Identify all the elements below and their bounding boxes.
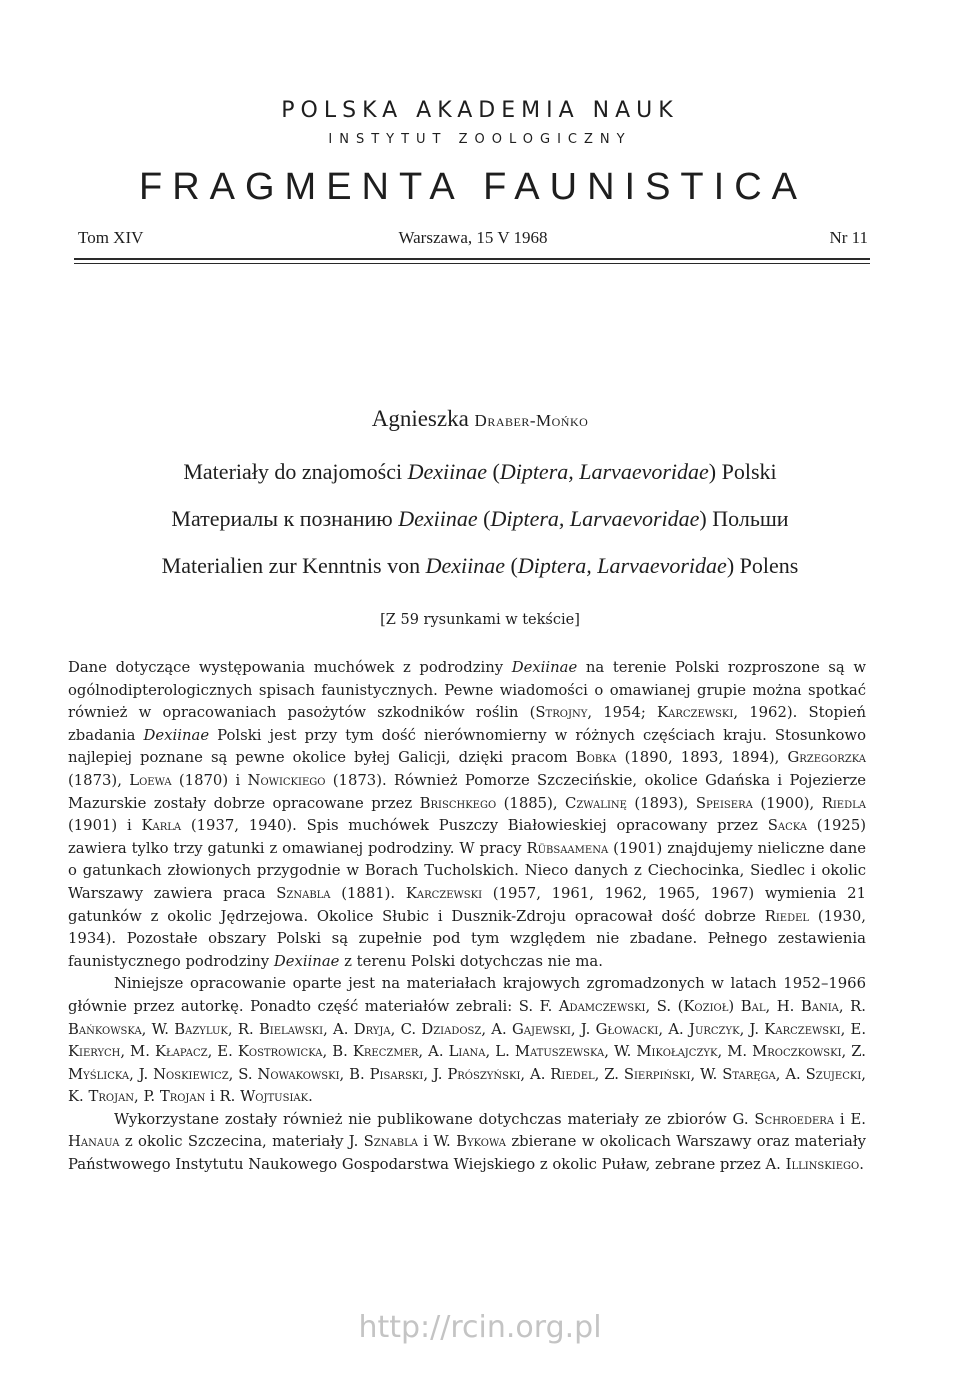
title-pl-pre: Materiały do znajomości (183, 459, 408, 484)
source-watermark: http://rcin.org.pl (358, 1310, 602, 1345)
title-ru-post: ) Польши (699, 506, 789, 531)
title-german (0, 553, 960, 579)
header-rule-thin (74, 263, 870, 264)
institute-name: INSTYTUT ZOOLOGICZNY (328, 132, 632, 147)
title-de-open: ( (505, 553, 518, 578)
issue-date: Warszawa, 15 V 1968 (398, 228, 548, 247)
title-pl-post: ) Polski (708, 459, 777, 484)
title-ru-pre: Материалы к познанию (171, 506, 399, 531)
article-author (0, 406, 960, 432)
author-first-name: Agnieszka (371, 406, 469, 431)
title-pl-open: ( (486, 459, 500, 484)
article-body (68, 657, 866, 1177)
issue-info (78, 228, 868, 250)
paragraph-3: Wykorzystane zostały również nie publikowane dotychczas materiały ze zbiorów G. Schroedera i E. Hanaua z okolic Szczecina, materiały J. Sznabla i W. Bykowa zbierane w okolicach Warszawy oraz materiały Państwowego Instytutu Naukowego Gospodarstwa Wiejskiego z okolic Puław, zebrane przez A. Illinskiego. (68, 1110, 866, 1174)
paragraph-2: Niniejsze opracowanie oparte jest na materiałach krajowych zgromadzonych w latach 1952–1966 głównie przez autorkę. Ponadto część materiałów zebrali: S. F. Adamczewski, S. (Kozioł) Bal, H. Bania, R. Bańkowska, W. Bazyluk, R. Bielawski, A. Dryja, C. Dziadosz, A. Gajewski, J. Głowacki, A. Jurczyk, J. Karczewski, E. Kierych, M. Kłapacz, E. Kostrowicka, B. Kreczmer, A. Liana, L. Matuszewska, W. Mikołajczyk, M. Mroczkowski, Z. Myślicka, J. Noskiewicz, S. Nowakowski, B. Pisarski, J. Prószyński, A. Riedel, Z. Sierpiński, W. Staręga, A. Szujecki, K. Trojan, P. Trojan i R. Wojtusiak. (68, 975, 867, 1106)
volume-label: Tom XIV (78, 228, 144, 247)
title-pl-order: Diptera, Larvaevoridae (499, 459, 709, 484)
paragraph-1: Dane dotyczące występowania muchówek z podrodziny Dexiinae na terenie Polski rozproszone są w ogólnodipterologicznych spisach faunistycznych. Pewne wiadomości o omawianej grupie można spotkać również w opracowaniach pasożytów szkodników roślin (Strojny, 1954; Karczewski, 1962). Stopień zbadania Dexiinae Polski jest przy tym dość nierównomierny w różnych częściach kraju. Stosunkowo najlepiej poznane są pewne okolice byłej Galicji, dzięki pracom Bobka (1890, 1893, 1894), Grzegorzka (1873), Loewa (1870) i Nowickiego (1873). Również Pomorze Szczecińskie, okolice Gdańska i Pojezierze Mazurskie zostały dobrze opracowane przez Brischkego (1885), Czwalinę (1893), Speisera (1900), Riedla (1901) i Karla (1937, 1940). Spis muchówek Puszczy Białowieskiej opracowany przez Sacka (1925) zawiera tylko trzy gatunki z omawianej podrodziny. W pracy Rübsaamena (1901) znajdujemy nieliczne dane o gatunkach złowionych przygodnie w Borach Tucholskich. Nieco danych z Ciechocinka, Siedlec i okolic Warszawy zawiera praca Sznabla (1881). Karczewski (1957, 1961, 1962, 1965, 1967) wymienia 21 gatunków z okolic Jędrzejowa. Okolice Słubic i Dusznik-Zdroju opracował dość dobrze Riedel (1930, 1934). Pozostałe obszary Polski są zupełnie pod tym względem nie zbadane. Pełnego zestawienia faunistycznego podrodziny Dexiinae z terenu Polski dotychczas nie ma. (68, 659, 867, 970)
title-ru-open: ( (477, 506, 491, 531)
header-rule-thick (74, 258, 870, 260)
author-last-name: Draber-Mońko (474, 411, 589, 430)
journal-title: FRAGMENTA FAUNISTICA (138, 166, 807, 208)
title-de-pre: Materialien zur Kenntnis von (161, 553, 426, 578)
title-ru-order: Diptera, Larvaevoridae (490, 506, 700, 531)
title-pl-taxon: Dexiinae (407, 459, 487, 484)
title-de-post: ) Polens (726, 553, 799, 578)
title-de-taxon: Dexiinae (425, 553, 506, 578)
academy-name: POLSKA AKADEMIA NAUK (281, 98, 679, 123)
title-de-order: Diptera, Larvaevoridae (517, 553, 727, 578)
title-russian (0, 506, 960, 532)
issue-number: Nr 11 (829, 228, 868, 247)
title-polish (0, 459, 960, 485)
figures-note: [Z 59 rysunkami w tekście] (380, 612, 580, 628)
title-ru-taxon: Dexiinae (398, 506, 478, 531)
